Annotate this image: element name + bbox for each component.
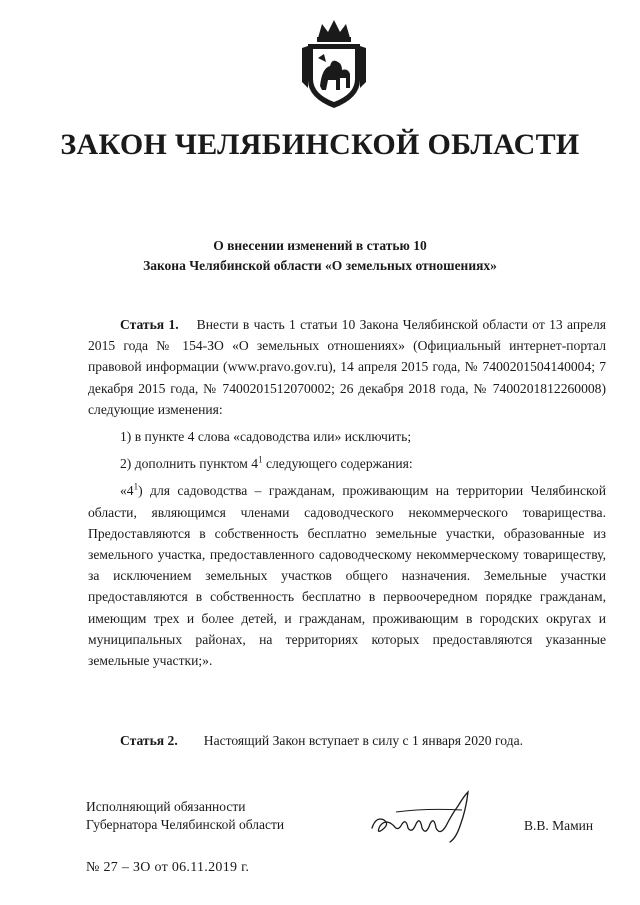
handwritten-signature bbox=[366, 786, 486, 846]
signatory-position bbox=[86, 798, 284, 834]
coat-of-arms bbox=[296, 18, 372, 110]
article-1-label: Статья 1. bbox=[120, 317, 179, 332]
article-1-intro bbox=[88, 314, 606, 420]
article-1-quoted-point bbox=[88, 480, 606, 671]
signature-icon bbox=[366, 786, 486, 846]
article-2 bbox=[88, 730, 606, 751]
item-2-superscript: 1 bbox=[258, 454, 263, 465]
article-1-intro-text: Внести в часть 1 статьи 10 Закона Челябинской области от 13 апреля 2015 года № 154-ЗО «О земельных отношениях» (Официальный интернет-портал правовой информации (www.pravo.gov.ru), 14 апреля 2015 года, № 7400201504140004; 7 декабря 2015 года, № 7400201512070002; 26 декабря 2018 года, № 7400201812260008) следующие изменения: bbox=[88, 317, 606, 417]
subtitle-line-1: О внесении изменений в статью 10 bbox=[213, 238, 427, 253]
article-1 bbox=[88, 314, 606, 671]
item-2-text-start: 2) дополнить пунктом 4 bbox=[120, 456, 259, 472]
position-line-1: Исполняющий обязанности bbox=[86, 799, 246, 814]
signatory-name: В.В. Мамин bbox=[524, 818, 594, 833]
position-line-2: Губернатора Челябинской области bbox=[86, 817, 285, 832]
law-title: ЗАКОН ЧЕЛЯБИНСКОЙ ОБЛАСТИ bbox=[60, 128, 580, 161]
article-1-item-2 bbox=[88, 453, 606, 474]
item-2-text-end: следующего содержания: bbox=[262, 456, 413, 472]
law-subtitle bbox=[0, 236, 640, 276]
article-2-paragraph bbox=[88, 730, 606, 751]
subtitle-line-2: Закона Челябинской области «О земельных отношениях» bbox=[143, 258, 497, 273]
article-1-item-1: 1) в пункте 4 слова «садоводства или» исключить; bbox=[120, 429, 412, 445]
quote-text: ) для садоводства – гражданам, проживающим на территории Челябинской области, являющимся членами садоводческого некоммерческого товарищества. Предоставляются в собственность бесплатно земельные участки, образованные из земельного участка, предоставленного садоводческому некоммерческому товариществу, за исключением земельных участков общего назначения. Земельные участки предоставляются в собственность бесплатно в первоочередном порядке гражданам, имеющим трех и более детей, и гражданам, проживающим в городских округах и муниципальных районах, на территориях которых предоставляются указанные земельные участки;». bbox=[88, 483, 606, 669]
law-number-date: № 27 – ЗО от 06.11.2019 г. bbox=[86, 860, 250, 875]
quote-start: «4 bbox=[120, 483, 134, 499]
article-2-label: Статья 2. bbox=[120, 733, 178, 748]
chelyabinsk-coat-of-arms-icon bbox=[296, 18, 372, 110]
article-2-text: Настоящий Закон вступает в силу с 1 января 2020 года. bbox=[203, 733, 523, 748]
quote-superscript: 1 bbox=[133, 481, 139, 492]
